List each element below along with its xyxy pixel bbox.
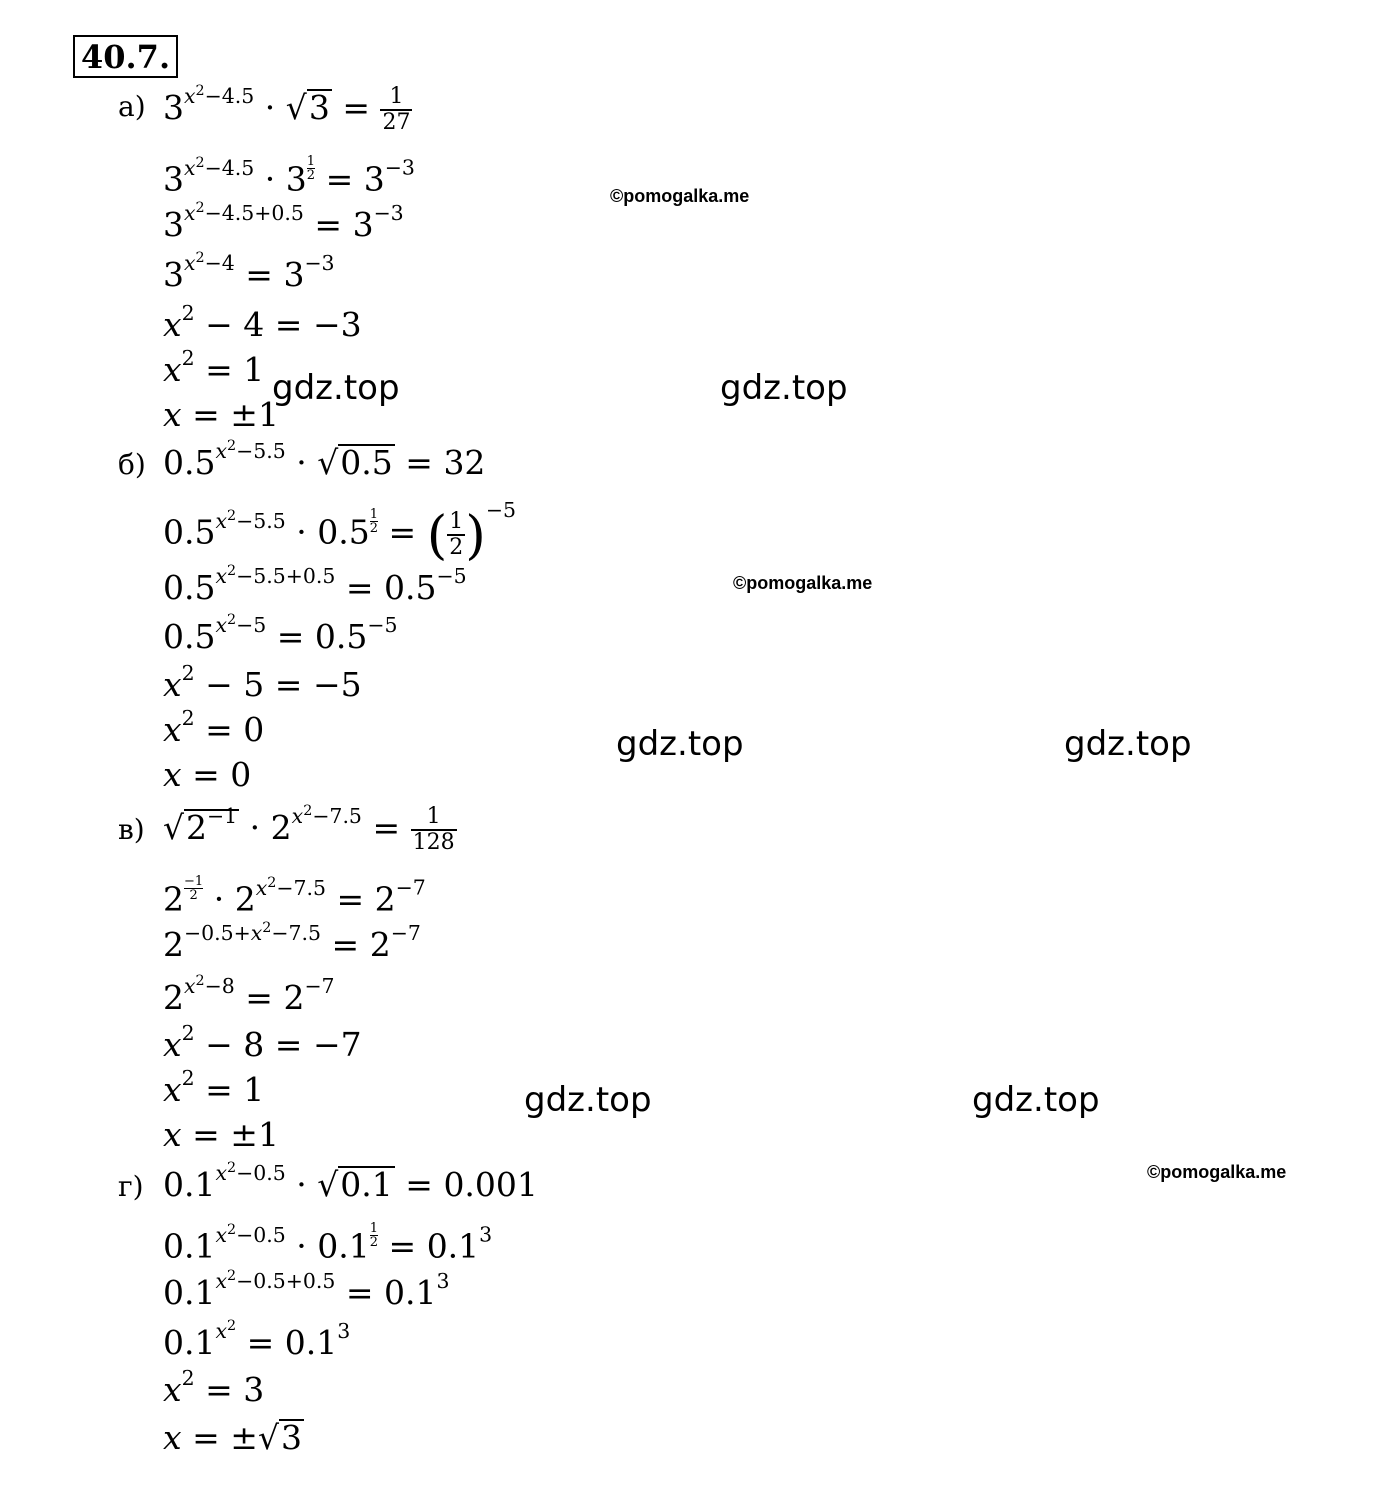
part-b-label: б) — [118, 448, 146, 481]
pomogalka-watermark: ©pomogalka.me — [610, 186, 750, 206]
part-a-line-6: $x^2 = 1$ — [163, 346, 265, 389]
gdz-watermark: gdz.top — [972, 1080, 1100, 1120]
problem-number: 40.7. — [73, 35, 178, 78]
part-b-line-4: $0.5^{x^2-5} = 0.5^{-5}$ — [163, 612, 398, 656]
part-v-line-4: $2^{x^2-8} = 2^{-7}$ — [163, 973, 335, 1017]
part-a-line-7: x = ±1 — [163, 395, 279, 434]
part-a-line-4: $3^{x^2-4} = 3^{-3}$ — [163, 250, 335, 294]
part-b-line-1: $0.5^{x^2-5.5} \cdot √0.5 = 32$ — [163, 438, 486, 482]
sqrt-symbol: √3 — [285, 88, 330, 127]
sqrt-symbol: $√2^{-1}$ — [163, 804, 238, 847]
part-v-line-5: $x^2 - 8 = -7$ — [163, 1021, 362, 1064]
part-g-line-3: $0.1^{x^2-0.5+0.5} = 0.1^3$ — [163, 1268, 450, 1312]
part-v-line-6: $x^2 = 1$ — [163, 1066, 265, 1109]
sqrt-symbol: √0.5 — [317, 443, 393, 482]
fraction: $\frac{1}{27}$ — [382, 84, 411, 135]
gdz-watermark: gdz.top — [1064, 724, 1192, 764]
part-v-label: в) — [118, 813, 145, 846]
part-v-line-3: $2^{-0.5+x^2-7.5} = 2^{-7}$ — [163, 920, 421, 964]
fraction: $\frac{1}{128}$ — [412, 804, 455, 855]
part-g-line-1: $0.1^{x^2-0.5} \cdot √0.1 = 0.001$ — [163, 1160, 538, 1204]
part-b-line-6: $x^2 = 0$ — [163, 706, 265, 749]
gdz-watermark: gdz.top — [272, 368, 400, 408]
part-b-line-3: $0.5^{x^2-5.5+0.5} = 0.5^{-5}$ — [163, 563, 467, 607]
part-a-label: а) — [118, 90, 146, 123]
gdz-watermark: gdz.top — [616, 724, 744, 764]
part-b-line-5: $x^2 - 5 = -5$ — [163, 661, 362, 704]
part-v-line-7: x = ±1 — [163, 1115, 279, 1154]
pomogalka-watermark: ©pomogalka.me — [733, 573, 873, 593]
pomogalka-watermark: ©pomogalka.me — [1147, 1162, 1287, 1182]
part-g-line-4: $0.1^{x^2} = 0.1^3$ — [163, 1318, 351, 1362]
part-v-line-2: 2 $\frac{-1}{2}$ · $2^{x^2-7.5} = 2^{-7}$ — [163, 874, 426, 919]
sqrt-symbol: √3 — [257, 1418, 302, 1457]
part-a-line-5: $x^2 - 4 = -3$ — [163, 301, 362, 344]
sqrt-symbol: √0.1 — [317, 1165, 393, 1204]
part-g-line-6: x = ±√3 — [163, 1418, 302, 1457]
part-g-label: г) — [118, 1170, 144, 1203]
part-a-line-1: $3^{x^2-4.5} \cdot √3$ = $\frac{1}{27}$ — [163, 83, 411, 135]
part-b-line-2: $0.5^{x^2-5.5} \cdot 0.5$ $\frac{1}{2}$ = ( $\frac{1}{2}$ )$^{-5}$ — [163, 498, 517, 567]
part-b-line-7: x = 0 — [163, 755, 252, 794]
gdz-watermark: gdz.top — [524, 1080, 652, 1120]
part-a-line-2: $3^{x^2-4.5} \cdot 3$ $\frac{1}{2}$ = $3^{-3}$ — [163, 154, 415, 199]
part-a-line-3: $3^{x^2-4.5+0.5} = 3^{-3}$ — [163, 200, 404, 244]
part-g-line-2: $0.1^{x^2-0.5} \cdot 0.1$ $\frac{1}{2}$ = $0.1^3$ — [163, 1221, 493, 1266]
part-v-line-1: $√2^{-1} \cdot 2^{x^2-7.5}$ = $\frac{1}{128}$ — [163, 803, 455, 855]
gdz-watermark: gdz.top — [720, 368, 848, 408]
part-g-line-5: $x^2 = 3$ — [163, 1366, 265, 1409]
